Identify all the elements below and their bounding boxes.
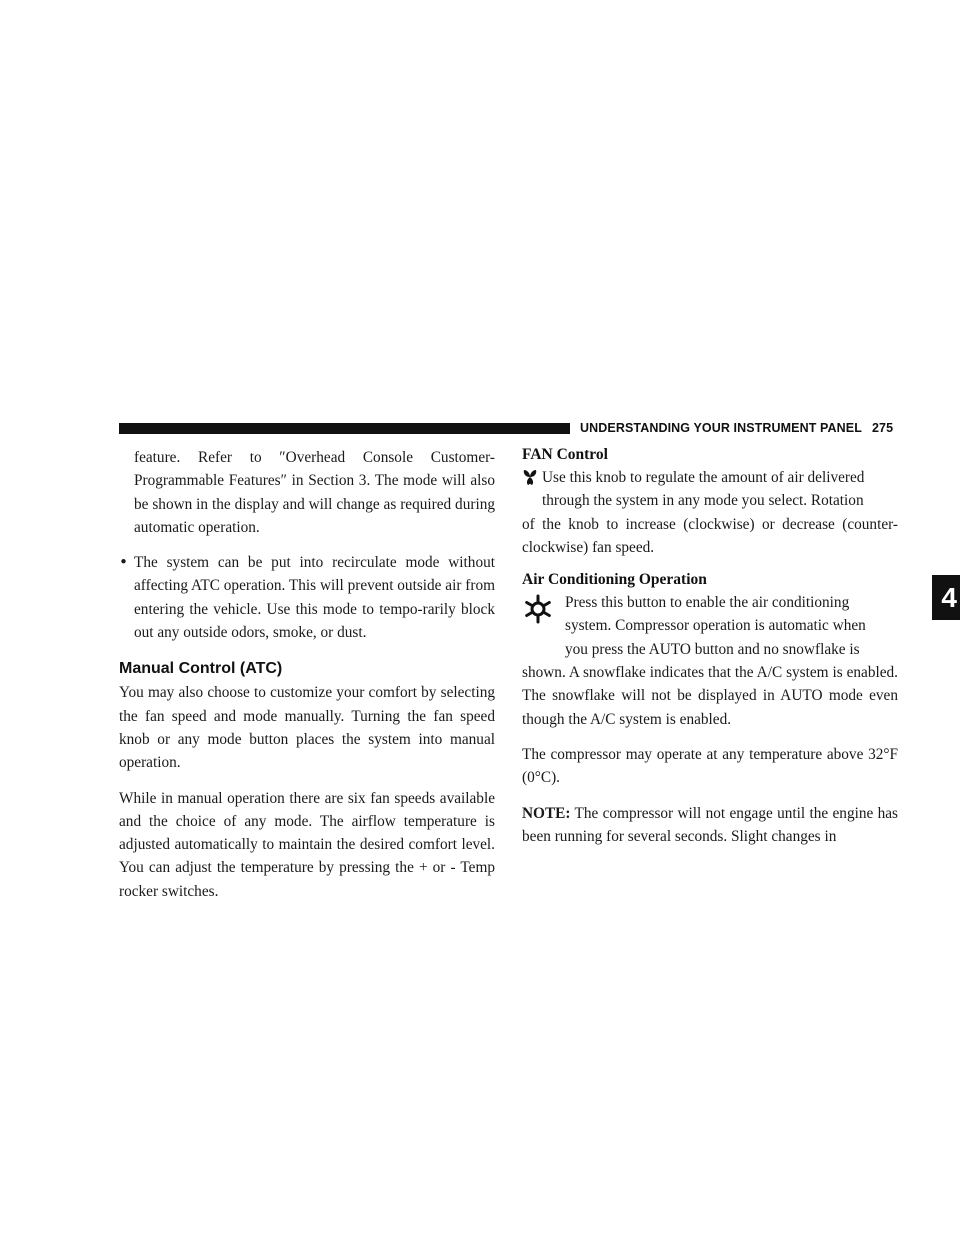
snowflake-icon [522, 593, 554, 629]
ac-rest: shown. A snowflake indicates that the A/C system is enabled. The snowflake will not be displayed in AUTO mode even though the A/C system is enabled. [522, 664, 898, 728]
bullet-text: The system can be put into recirculate mode without affecting ATC operation. This will prevent outside air from entering the vehicle. Use this mode to tempo-rarily block out any outside odors, smoke, or dust. [134, 554, 495, 642]
note-paragraph [522, 802, 898, 849]
section-title: UNDERSTANDING YOUR INSTRUMENT PANEL [580, 421, 862, 435]
fan-paragraph [522, 466, 898, 559]
header-rule [119, 423, 570, 434]
note-text: The compressor will not engage until the engine has been running for several seconds. Slight changes in [522, 804, 898, 845]
ac-line-3: you press the AUTO button and no snowflake is [565, 640, 860, 658]
chapter-tab: 4 [932, 575, 960, 620]
ac-line-1: Press this button to enable the air conditioning [565, 594, 850, 612]
compressor-paragraph: The compressor may operate at any temperature above 32°F (0°C). [522, 745, 898, 787]
running-header [580, 421, 893, 435]
fan-rest: of the knob to increase (clockwise) or decrease (counter-clockwise) fan speed. [522, 515, 898, 556]
manual-para-2: While in manual operation there are six fan speeds available and the choice of any mode. The airflow temperature is adjusted automatically to maintain the desired comfort level. You can adjust the temperature by pressing the + or - Temp rocker switches. [119, 789, 495, 900]
bullet-symbol: • [119, 553, 129, 572]
fan-line-1: Use this knob to regulate the amount of air delivered [542, 469, 865, 486]
manual-control-heading: Manual Control (ATC) [119, 660, 283, 678]
note-label: NOTE: [522, 804, 571, 822]
ac-paragraph [522, 591, 898, 731]
left-column [119, 446, 495, 903]
page-number: 275 [871, 421, 894, 435]
right-column [522, 446, 898, 848]
manual-para-1: You may also choose to customize your comfort by selecting the fan speed and mode manually. Turning the fan speed knob or any mode button places the system into manual operation. [119, 684, 495, 772]
fan-control-heading: FAN Control [522, 446, 608, 463]
intro-paragraph: feature. Refer to ″Overhead Console Customer-Programmable Features″ in Section 3. The mode will also be shown in the display and will change as required during automatic operation. [134, 449, 495, 536]
ac-heading: Air Conditioning Operation [522, 571, 707, 589]
fan-icon [522, 468, 538, 490]
bullet-item [119, 551, 495, 644]
ac-line-2: system. Compressor operation is automatic when [565, 617, 866, 635]
fan-line-2: through the system in any mode you select. Rotation [542, 492, 864, 510]
